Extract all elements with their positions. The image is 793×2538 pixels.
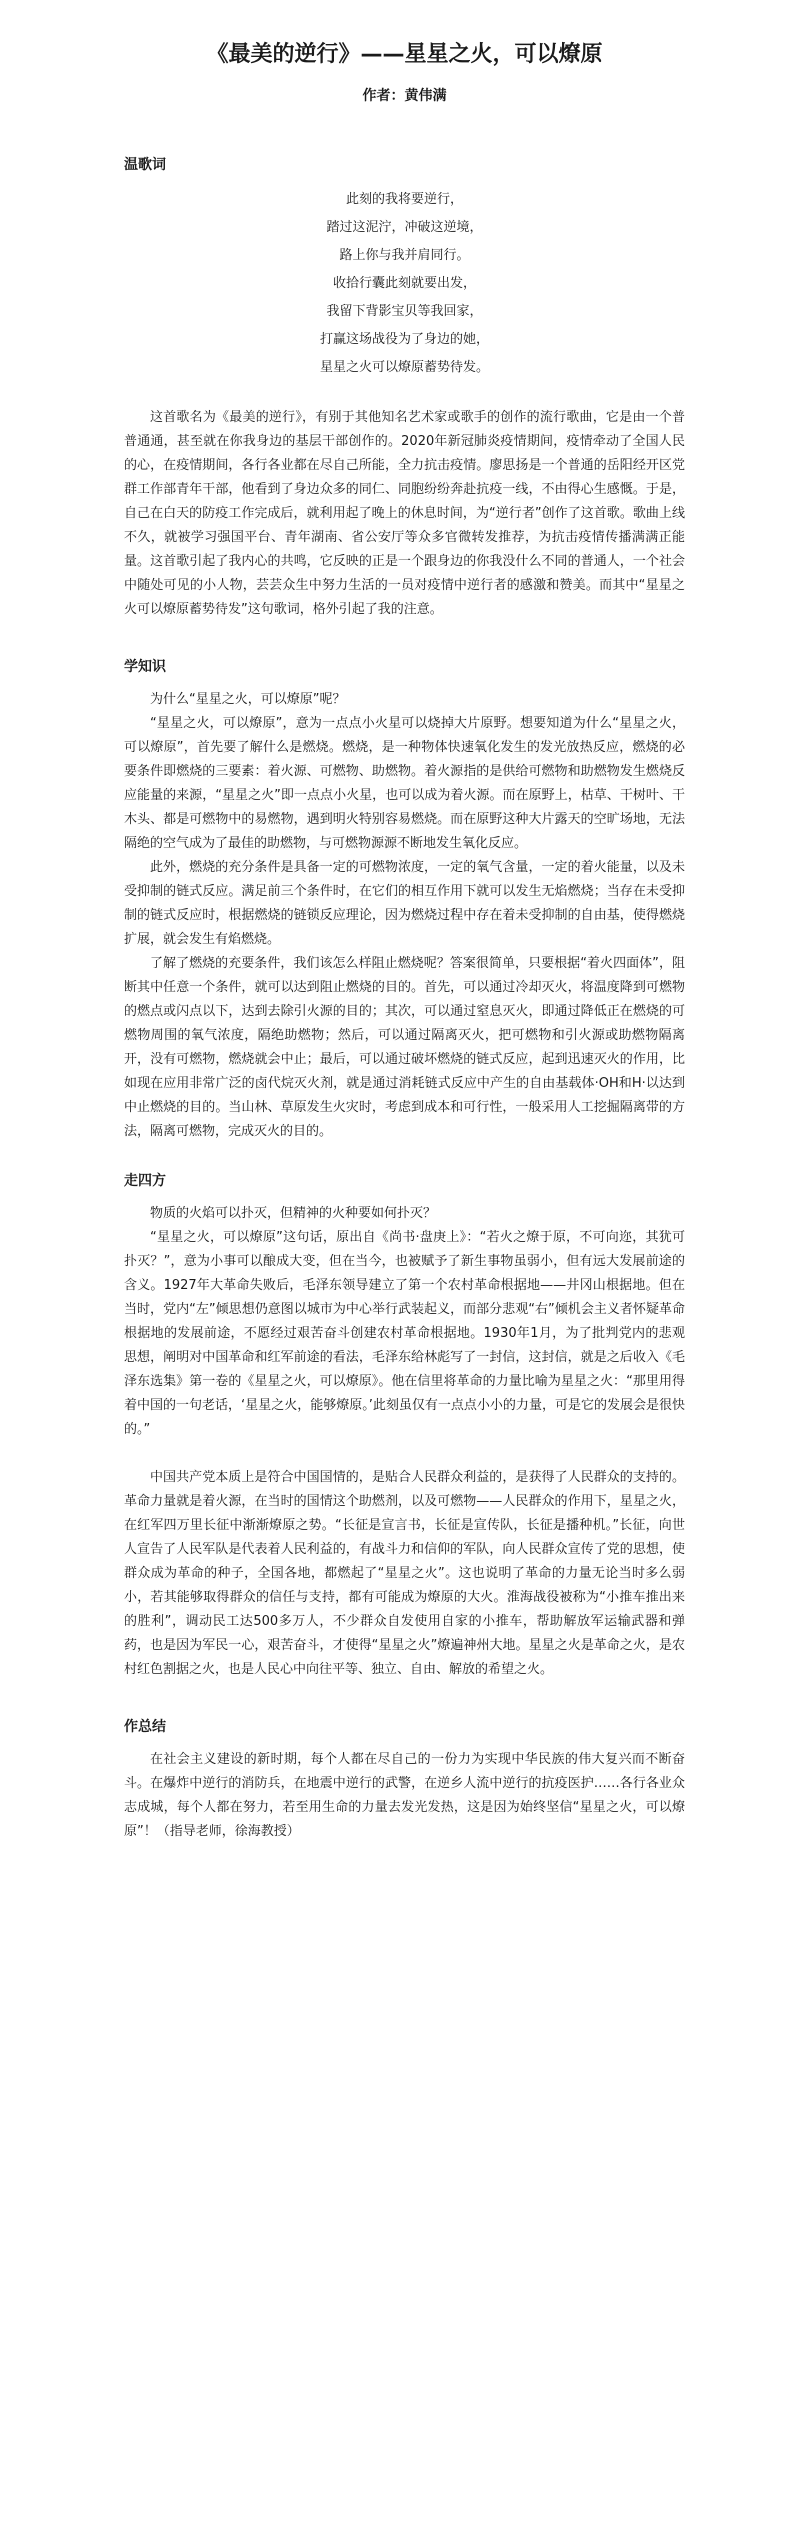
knowledge-paragraph: “星星之火，可以燎原”，意为一点点小火星可以烧掉大片原野。想要知道为什么“星星之火，可以燎原”，首先要了解什么是燃烧。燃烧，是一种物体快速氧化发生的发光放热反应，燃烧的必要条件即燃烧的三要素：着火源、可燃物、助燃物。着火源指的是供给可燃物和助燃物发生燃烧反应能量的来源，“星星之火”即一点点小火星，也可以成为着火源。而在原野上，枯草、干树叶、干木头、都是可燃物中的易燃物，遇到明火特别容易燃烧。而在原野这种大片露天的空旷场地，无法隔绝的空气成为了最佳的助燃物，与可燃物源源不断地发生氧化反应。 bbox=[124, 716, 685, 851]
history-paragraph: 中国共产党本质上是符合中国国情的，是贴合人民群众利益的，是获得了人民群众的支持的。革命力量就是着火源，在当时的国情这个助燃剂，以及可燃物——人民群众的作用下，星星之火，在红军四万里长征中渐渐燎原之势。“长征是宣言书，长征是宣传队，长征是播种机。”长征，向世人宣告了人民军队是代表着人民利益的，有战斗力和信仰的军队，向人民群众宣传了党的思想，使群众成为革命的种子，全国各地，都燃起了“星星之火”。这也说明了革命的力量无论当时多么弱小，若其能够取得群众的信任与支持，都有可能成为燎原的大火。淮海战役被称为“小推车推出来的胜利”，调动民工达500多万人，不少群众自发使用自家的小推车，帮助解放军运输武器和弹药，也是因为军民一心，艰苦奋斗，才使得“星星之火”燎遍神州大地。星星之火是革命之火，是农村红色割据之火，也是人民心中向往平等、独立、自由、解放的希望之火。 bbox=[124, 1470, 685, 1677]
history-paragraph: “星星之火，可以燎原”这句话，原出自《尚书·盘庚上》：“若火之燎于原，不可向迩，其犹可扑灭？”，意为小事可以酿成大变，但在当今，也被赋予了新生事物虽弱小，但有远大发展前途的含义。1927年大革命失败后，毛泽东领导建立了第一个农村革命根据地——井冈山根据地。但在当时，党内“左”倾思想仍意图以城市为中心举行武装起义，而部分悲观“右”倾机会主义者怀疑革命根据地的发展前途，不愿经过艰苦奋斗创建农村革命根据地。1930年1月，为了批判党内的悲观思想，阐明对中国革命和红军前途的看法，毛泽东给林彪写了一封信，这封信，就是之后收入《毛泽东选集》第一卷的《星星之火，可以燎原》。他在信里将革命的力量比喻为星星之火：“那里用得着中国的一句老话，‘星星之火，能够燎原。’此刻虽仅有一点点小小的力量，可是它的发展会是很快的。” bbox=[124, 1230, 685, 1437]
article-author: 作者：黄伟满 bbox=[362, 88, 447, 104]
song-lyrics bbox=[124, 186, 685, 382]
summary-paragraph: 在社会主义建设的新时期，每个人都在尽自己的一份力为实现中华民族的伟大复兴而不断奋斗。在爆炸中逆行的消防兵，在地震中逆行的武警，在逆乡人流中逆行的抗疫医护……各行各业众志成城，每个人都在努力，若至用生命的力量去发光发热，这是因为始终坚信“星星之火，可以燎原”！（指导老师，徐海教授） bbox=[124, 1752, 685, 1839]
knowledge-paragraph: 此外，燃烧的充分条件是具备一定的可燃物浓度，一定的氧气含量，一定的着火能量，以及未受抑制的链式反应。满足前三个条件时，在它们的相互作用下就可以发生无焰燃烧；当存在未受抑制的链式反应时，根据燃烧的链锁反应理论，因为燃烧过程中存在着未受抑制的自由基，使得燃烧扩展，就会发生有焰燃烧。 bbox=[124, 860, 685, 947]
lyric-line: 收拾行囊此刻就要出发， bbox=[332, 276, 476, 291]
article-title: 《最美的逆行》——星星之火，可以燎原 bbox=[206, 42, 603, 67]
history-section bbox=[124, 1170, 685, 1682]
history-section-heading: 走四方 bbox=[124, 1173, 166, 1189]
song-section-heading: 温歌词 bbox=[124, 157, 166, 173]
summary-section-heading: 作总结 bbox=[124, 1719, 166, 1735]
lyric-line: 此刻的我将要逆行， bbox=[345, 192, 463, 207]
history-question: 物质的火焰可以扑灭，但精神的火种要如何扑灭？ bbox=[150, 1206, 437, 1221]
knowledge-paragraph: 了解了燃烧的充要条件，我们该怎么样阻止燃烧呢？答案很简单，只要根据“着火四面体”，阻断其中任意一个条件，就可以达到阻止燃烧的目的。首先，可以通过冷却灭火，将温度降到可燃物的燃点或闪点以下，达到去除引火源的目的；其次，可以通过窒息灭火，即通过降低正在燃烧的可燃物周围的氧气浓度，隔绝助燃物；然后，可以通过隔离灭火，把可燃物和引火源或助燃物隔离开，没有可燃物，燃烧就会中止；最后，可以通过破坏燃烧的链式反应，起到迅速灭火的作用，比如现在应用非常广泛的卤代烷灭火剂，就是通过消耗链式反应中产生的自由基载体·OH和H·以达到中止燃烧的目的。当山林、草原发生火灾时，考虑到成本和可行性，一般采用人工挖掘隔离带的方法，隔离可燃物，完成灭火的目的。 bbox=[124, 956, 685, 1139]
knowledge-section bbox=[124, 656, 685, 1144]
lyric-line: 打赢这场战役为了身边的她， bbox=[319, 332, 489, 347]
lyric-line: 踏过这泥泞，冲破这逆境， bbox=[326, 220, 483, 235]
knowledge-question: 为什么“星星之火，可以燎原”呢？ bbox=[150, 692, 346, 707]
song-paragraph: 这首歌名为《最美的逆行》，有别于其他知名艺术家或歌手的创作的流行歌曲，它是由一个普普通通，甚至就在你我身边的基层干部创作的。2020年新冠肺炎疫情期间，疫情牵动了全国人民的心，在疫情期间，各行各业都在尽自己所能，全力抗击疫情。廖思扬是一个普通的岳阳经开区党群工作部青年干部，他看到了身边众多的同仁、同胞纷纷奔赴抗疫一线，不由得心生感慨。于是，自己在白天的防疫工作完成后，就利用起了晚上的休息时间，为“逆行者”创作了这首歌。歌曲上线不久，就被学习强国平台、青年湖南、省公安厅等众多官微转发推荐，为抗击疫情传播满满正能量。这首歌引起了我内心的共鸣，它反映的正是一个跟身边的你我没什么不同的普通人，一个社会中随处可见的小人物，芸芸众生中努力生活的一员对疫情中逆行者的感激和赞美。而其中“星星之火可以燎原蓄势待发”这句歌词，格外引起了我的注意。 bbox=[124, 410, 685, 617]
lyric-line: 我留下背影宝贝等我回家， bbox=[326, 304, 483, 319]
lyric-line: 星星之火可以燎原蓄势待发。 bbox=[319, 360, 489, 375]
summary-section bbox=[124, 1716, 685, 1844]
lyric-line: 路上你与我并肩同行。 bbox=[339, 248, 470, 263]
song-section bbox=[124, 154, 685, 622]
knowledge-section-heading: 学知识 bbox=[124, 659, 166, 675]
